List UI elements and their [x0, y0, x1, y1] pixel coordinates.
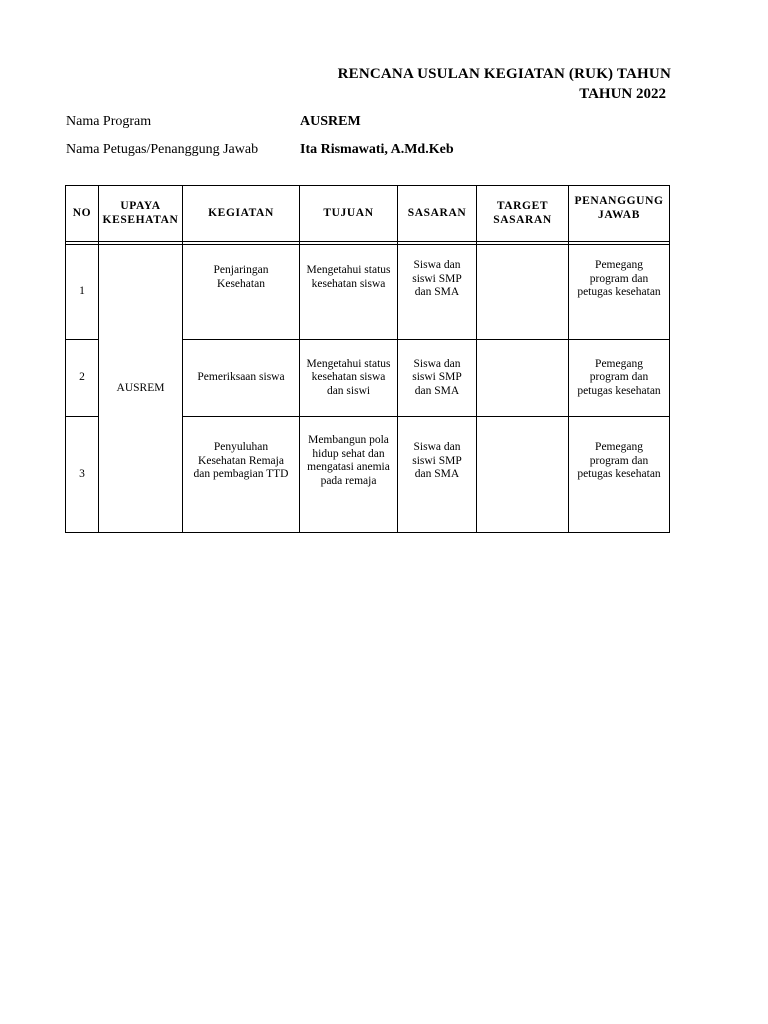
cell-sasaran [398, 245, 477, 340]
cell-pj [569, 417, 670, 533]
cell-target [477, 245, 569, 340]
cell-pj-line: petugas kesehatan [577, 468, 661, 480]
col-header-upaya-line2: KESEHATAN [102, 213, 179, 226]
program-value: AUSREM [300, 114, 361, 129]
col-header-upaya [99, 186, 183, 242]
col-header-no: NO [66, 186, 99, 242]
cell-kegiatan-line: dan pembagian TTD [193, 468, 289, 480]
cell-upaya: AUSREM [99, 245, 183, 533]
cell-kegiatan [183, 340, 300, 417]
cell-pj-line: program dan [589, 272, 649, 285]
col-header-target-line1: TARGET [496, 200, 549, 212]
document-title: RENCANA USULAN KEGIATAN (RUK) TAHUN [337, 66, 671, 82]
cell-sasaran-line: dan SMA [414, 384, 460, 397]
cell-tujuan-line: Mengetahui status [306, 357, 391, 370]
cell-sasaran-line: siswi SMP [412, 272, 462, 285]
cell-pj-line: Pemegang [595, 259, 643, 271]
cell-tujuan-line: kesehatan siswa [311, 277, 386, 290]
col-header-kegiatan: KEGIATAN [183, 186, 300, 242]
cell-sasaran-line: Siswa dan [413, 357, 461, 370]
ruk-table [65, 185, 670, 533]
cell-no: 1 [66, 245, 99, 340]
col-header-tujuan: TUJUAN [300, 186, 398, 242]
col-header-sasaran: SASARAN [398, 186, 477, 242]
cell-kegiatan [183, 417, 300, 533]
cell-sasaran-line: Siswa dan [413, 259, 461, 271]
cell-kegiatan [183, 245, 300, 340]
cell-kegiatan-line: Kesehatan [217, 277, 265, 290]
cell-tujuan-line: mengatasi anemia [307, 461, 390, 473]
cell-kegiatan-line: Pemeriksaan siswa [197, 371, 285, 384]
cell-tujuan [300, 340, 398, 417]
cell-no: 2 [66, 340, 99, 417]
cell-tujuan-line: pada remaja [320, 474, 377, 487]
cell-pj [569, 245, 670, 340]
cell-tujuan-line: dan siswi [326, 384, 371, 397]
table-header-row [66, 186, 670, 242]
cell-pj-line: program dan [589, 454, 649, 467]
officer-value: Ita Rismawati, A.Md.Keb [300, 142, 454, 157]
officer-label: Nama Petugas/Penanggung Jawab [66, 142, 259, 157]
cell-pj-line: Pemegang [595, 441, 643, 453]
cell-pj-line: petugas kesehatan [577, 286, 661, 298]
cell-tujuan-line: kesehatan siswa [311, 371, 386, 384]
col-header-target [477, 186, 569, 242]
cell-tujuan-line: Mengetahui status [306, 264, 391, 276]
cell-sasaran-line: dan SMA [414, 468, 460, 480]
cell-target [477, 417, 569, 533]
cell-kegiatan-line: Kesehatan Remaja [198, 454, 284, 467]
program-label: Nama Program [66, 114, 152, 129]
cell-pj-line: program dan [589, 371, 649, 384]
cell-target [477, 340, 569, 417]
cell-sasaran-line: dan SMA [414, 286, 460, 298]
col-header-target-line2: SASARAN [493, 213, 552, 226]
cell-pj-line: petugas kesehatan [577, 384, 661, 397]
cell-tujuan [300, 245, 398, 340]
cell-sasaran-line: siswi SMP [412, 371, 462, 384]
cell-tujuan-line: Membangun pola [308, 434, 389, 446]
col-header-upaya-line1: UPAYA [120, 200, 161, 212]
cell-no: 3 [66, 417, 99, 533]
cell-pj-line: Pemegang [595, 357, 643, 370]
cell-pj [569, 340, 670, 417]
col-header-pj [569, 186, 670, 242]
col-header-pj-line1: PENANGGUNG [574, 195, 664, 207]
cell-sasaran-line: Siswa dan [413, 441, 461, 453]
cell-kegiatan-line: Penyuluhan [213, 441, 269, 453]
cell-sasaran-line: siswi SMP [412, 454, 462, 467]
cell-sasaran [398, 417, 477, 533]
cell-sasaran [398, 340, 477, 417]
cell-kegiatan-line: Penjaringan [213, 264, 269, 276]
table-row [66, 245, 670, 340]
document-year: TAHUN 2022 [579, 86, 666, 102]
cell-tujuan [300, 417, 398, 533]
cell-tujuan-line: hidup sehat dan [312, 447, 385, 460]
col-header-pj-line2: JAWAB [598, 208, 640, 221]
